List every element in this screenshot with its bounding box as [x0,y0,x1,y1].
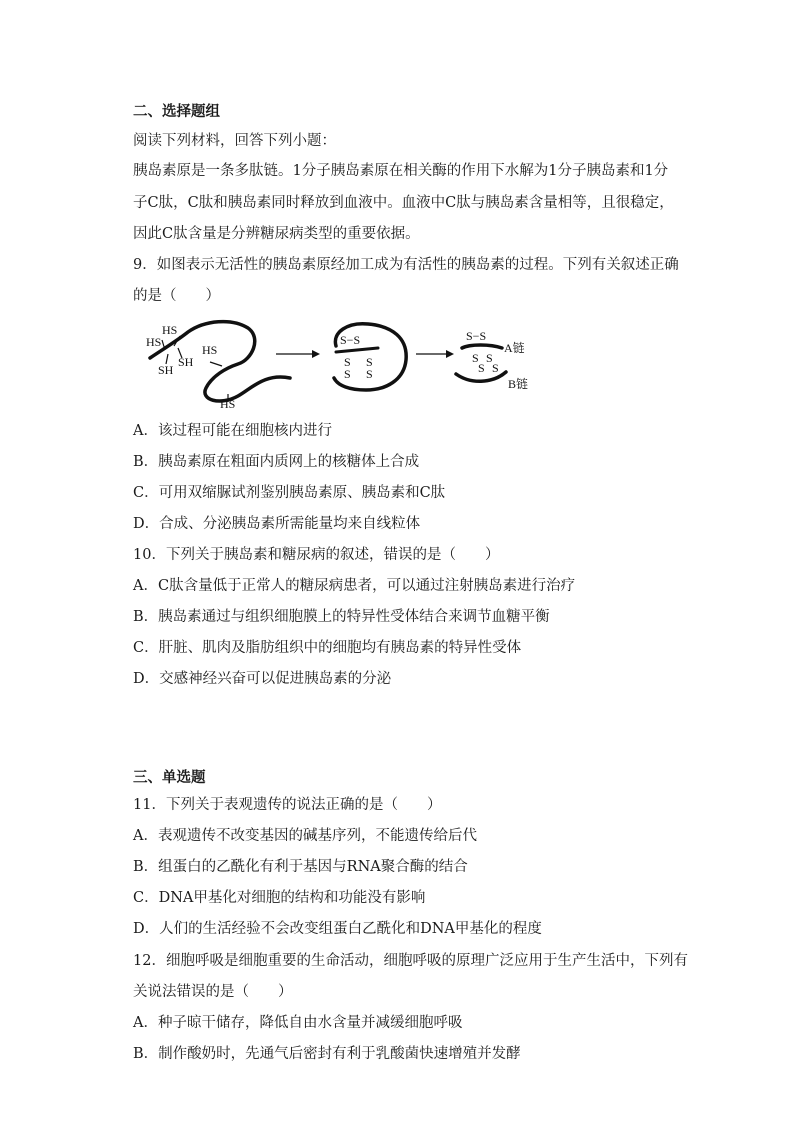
section-title-2: 二、选择题组 [133,104,220,120]
hs-label-4: HS [220,397,236,410]
arrow-2-icon [446,350,454,358]
q11-option-d: D．人们的生活经验不会改变组蛋白乙酰化和DNA甲基化的程度 [133,921,542,937]
hs-label-3: HS [202,343,218,357]
material-intro: 阅读下列材料，回答下列小题： [133,133,336,149]
arrow-1-icon [312,350,320,358]
sh-label-1: SH [178,355,194,369]
material-line-1: 胰岛素原是一条多肽链。1分子胰岛素原在相关酶的作用下水解为1分子胰岛素和1分 [133,163,669,179]
q12-option-b: B．制作酸奶时，先通气后密封有利于乳酸菌快速增殖并发酵 [133,1046,521,1062]
hs-label-2: HS [162,323,178,337]
ss-label-1: S−S [340,333,361,347]
q9-option-c: C．可用双缩脲试剂鉴别胰岛素原、胰岛素和C肽 [133,485,446,501]
s-label-1: S [344,355,351,369]
q12-stem-line-2: 关说法错误的是（ ） [133,984,293,1000]
q10-option-d: D．交感神经兴奋可以促进胰岛素的分泌 [133,671,392,687]
q9-stem-line-1: 9．如图表示无活性的胰岛素原经加工成为有活性的胰岛素的过程。下列有关叙述正确 [133,257,679,273]
ss-label-2: S−S [466,329,487,343]
q10-option-b: B．胰岛素通过与组织细胞膜上的特异性受体结合来调节血糖平衡 [133,609,550,625]
s-label-8: S [492,361,499,375]
q11-option-a: A．表观遗传不改变基因的碱基序列，不能遗传给后代 [133,828,477,844]
material-line-2: 子C肽，C肽和胰岛素同时释放到血液中。血液中C肽与胰岛素含量相等，且很稳定， [133,195,674,211]
material-line-3: 因此C肽含量是分辨糖尿病类型的重要依据。 [133,226,420,242]
s-label-6: S [486,351,493,365]
q11-stem: 11．下列关于表观遗传的说法正确的是（ ） [133,797,442,813]
s-label-2: S [344,367,351,381]
q12-option-a: A．种子晾干储存，降低自由水含量并减缓细胞呼吸 [133,1015,463,1031]
q10-stem: 10．下列关于胰岛素和糖尿病的叙述，错误的是（ ） [133,547,500,563]
q9-option-b: B．胰岛素原在粗面内质网上的核糖体上合成 [133,454,420,470]
q12-stem-line-1: 12．细胞呼吸是细胞重要的生命活动，细胞呼吸的原理广泛应用于生产生活中，下列有 [133,953,688,969]
section-title-3: 三、单选题 [133,770,206,786]
proinsulin-processing-figure [140,318,540,410]
sh-label-2: SH [158,363,174,377]
s-label-5: S [472,351,479,365]
q11-option-b: B．组蛋白的乙酰化有利于基因与RNA聚合酶的结合 [133,859,468,875]
a-chain [462,345,502,348]
chain-b-label: B链 [508,377,529,391]
s-label-4: S [366,367,373,381]
hs-label-1: HS [146,335,162,349]
q11-option-c: C．DNA甲基化对细胞的结构和功能没有影响 [133,890,426,906]
q9-option-a: A．该过程可能在细胞核内进行 [133,423,332,439]
chain-a-label: A链 [504,341,525,355]
s-label-3: S [366,355,373,369]
q9-option-d: D．合成、分泌胰岛素所需能量均来自线粒体 [133,516,421,532]
q10-option-a: A．C肽含量低于正常人的糖尿病患者，可以通过注射胰岛素进行治疗 [133,578,576,594]
q10-option-c: C．肝脏、肌肉及脂肪组织中的细胞均有胰岛素的特异性受体 [133,640,522,656]
s-label-7: S [478,361,485,375]
q9-stem-line-2: 的是（ ） [133,288,220,304]
